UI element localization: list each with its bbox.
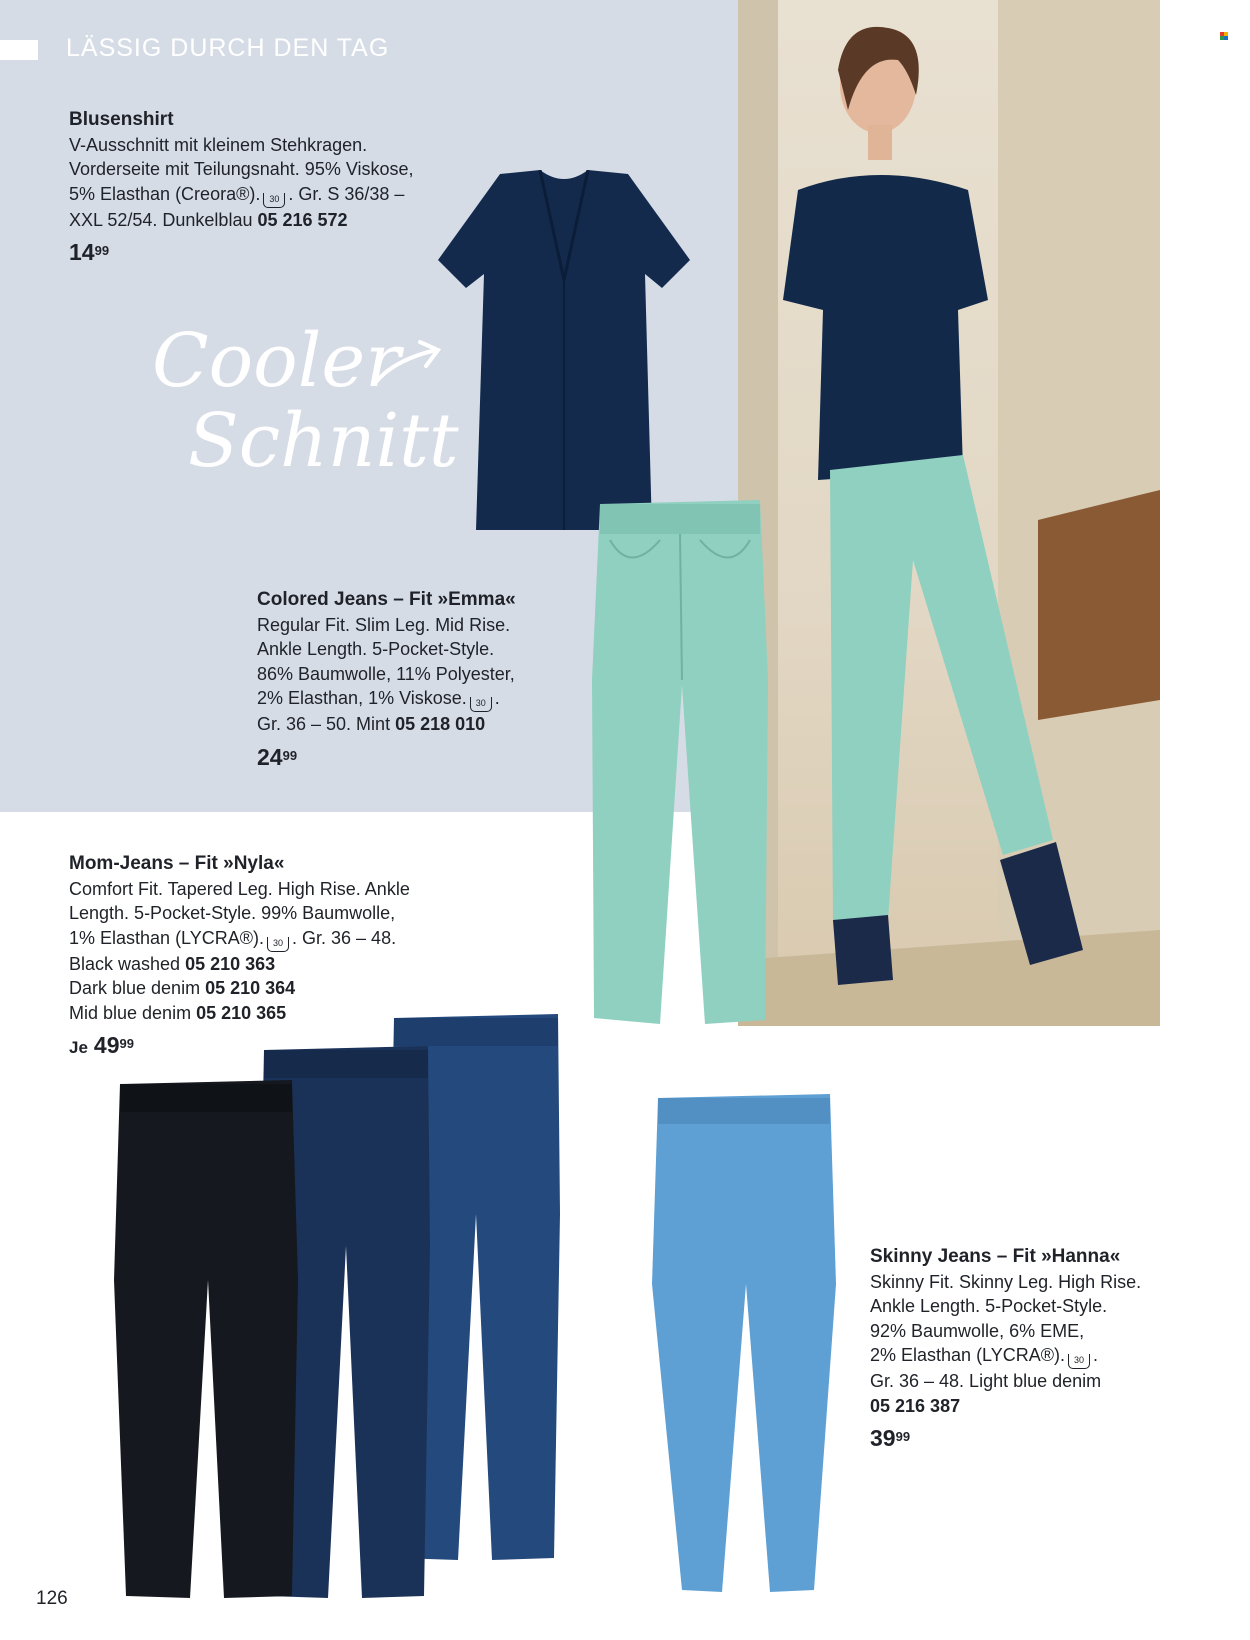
wash-30-icon: 30 — [1068, 1354, 1090, 1369]
price: $24^{99}$ — [257, 743, 298, 770]
article-number: 05 210 365 — [196, 1002, 287, 1023]
description-line: Length. 5-Pocket-Style. 99% Baumwolle, — [69, 903, 396, 923]
wash-30-icon: 30 — [267, 937, 289, 952]
hanna-info: Skinny Jeans – Fit »Hanna« Skinny Fit. Skinny Leg. High Rise. Ankle Length. 5-Pocket-Style. 92% Baumwolle, 6% EME, 2% Elasthan (LYCRA®). 30 . Gr. 36 – 48. Light blue denim 05 216 387 $39^{99}$ — [870, 1245, 1210, 1451]
description-line: 92% Baumwolle, 6% EME, — [870, 1320, 1085, 1341]
description-line: Vorderseite mit Teilungsnaht. 95% Viskose, — [69, 159, 414, 179]
description-line: Ankle Length. 5-Pocket-Style. — [257, 639, 495, 659]
variant-label: Mid blue denim — [69, 1002, 192, 1023]
emma-info: Colored Jeans – Fit »Emma« Regular Fit. Slim Leg. Mid Rise. Ankle Length. 5-Pocket-Style. 86% Baumwolle, 11% Polyester, 2% Elasthan, 1% Viskose. 30 . Gr. 36 – 50. Mint 05 218 010 $24^{99}$ — [257, 588, 587, 769]
product-name: Blusenshirt — [69, 109, 174, 130]
description-line: 2% Elasthan, 1% Viskose. — [257, 688, 467, 708]
mom-jeans-black-image — [112, 1080, 302, 1602]
description-line: Gr. 36 – 50. Mint — [257, 714, 391, 734]
description-line: 86% Baumwolle, 11% Polyester, — [257, 663, 515, 684]
description-line: V-Ausschnitt mit kleinem Stehkragen. — [69, 134, 368, 155]
wash-30-icon: 30 — [263, 193, 285, 208]
script-line-1: Cooler — [152, 318, 401, 404]
description-line: 2% Elasthan (LYCRA®). — [870, 1345, 1066, 1365]
nyla-info: Mom-Jeans – Fit »Nyla« Comfort Fit. Tapered Leg. High Rise. Ankle Length. 5-Pocket-Style. 99% Baumwolle, 1% Elasthan (LYCRA®). 30 . Gr. 36 – 48. Black washed 05 210 363 Dark blue denim 05 210 364 Mid blue denim 05 210 365 Je $49^{99}$ — [69, 852, 489, 1061]
price: Je $49^{99}$ — [69, 1032, 134, 1058]
description-line: XXL 52/54. Dunkelblau — [69, 209, 253, 230]
article-number: 05 218 010 — [395, 714, 486, 734]
description-line: Regular Fit. Slim Leg. Mid Rise. — [257, 614, 511, 635]
brand-logo-icon — [1220, 32, 1228, 40]
description-line: Ankle Length. 5-Pocket-Style. — [870, 1296, 1108, 1316]
description-line: 1% Elasthan (LYCRA®). — [69, 927, 265, 948]
page-number: 126 — [36, 1588, 68, 1609]
section-title: LÄSSIG DURCH DEN TAG — [66, 34, 390, 62]
article-number: 05 216 572 — [257, 209, 348, 230]
article-number: 05 216 387 — [870, 1395, 961, 1416]
description-line: Comfort Fit. Tapered Leg. High Rise. Ankle — [69, 878, 410, 899]
blusenshirt-info — [69, 108, 449, 265]
product-name: Skinny Jeans – Fit »Hanna« — [870, 1246, 1121, 1267]
product-name: Mom-Jeans – Fit »Nyla« — [69, 853, 285, 874]
description-line: . Gr. S 36/38 – — [288, 183, 405, 204]
price: $39^{99}$ — [870, 1425, 911, 1451]
variant-label: Black washed — [69, 953, 181, 974]
skinny-jeans-image — [650, 1094, 840, 1594]
header-accent-bar — [0, 40, 38, 60]
description-line: Skinny Fit. Skinny Leg. High Rise. — [870, 1271, 1142, 1292]
product-name: Colored Jeans – Fit »Emma« — [257, 589, 516, 610]
article-number: 05 210 364 — [205, 978, 296, 998]
description-line: 5% Elasthan (Creora®). — [69, 183, 261, 204]
blusenshirt-image — [430, 170, 698, 530]
price: $14^{99}$ — [69, 239, 110, 265]
mint-jeans-image — [590, 500, 770, 1030]
variant-label: Dark blue denim — [69, 978, 201, 998]
wash-30-icon: 30 — [470, 697, 492, 712]
article-number: 05 210 363 — [185, 953, 276, 974]
description-line: Gr. 36 – 48. Light blue denim — [870, 1371, 1102, 1391]
script-line-2: Schnitt — [188, 398, 459, 484]
model-photo — [738, 0, 1160, 1026]
